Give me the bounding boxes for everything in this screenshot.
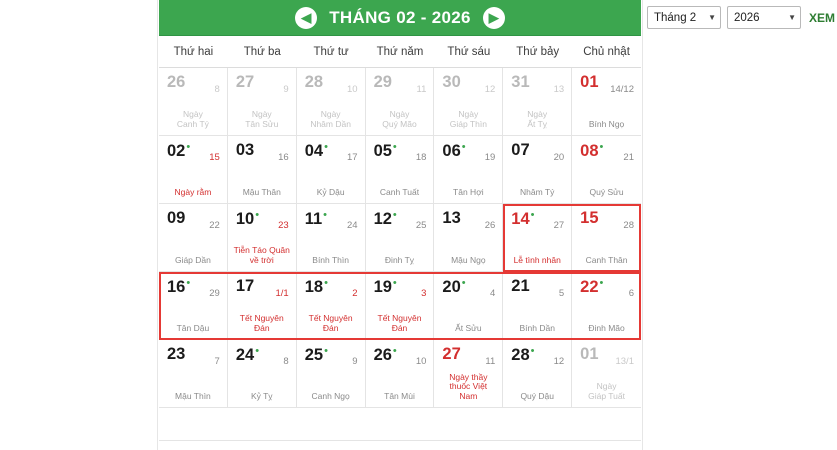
- lunar-day-number: 26: [484, 220, 496, 231]
- month-select[interactable]: [647, 6, 721, 29]
- calendar-day-cell[interactable]: [503, 272, 572, 340]
- day-note: Ngày Tân Sửu: [245, 109, 279, 130]
- calendar-footer-strip: [159, 440, 641, 450]
- day-number: 13: [442, 209, 461, 227]
- good-day-dot-icon: •: [255, 345, 260, 357]
- day-note: Tân Mùi: [384, 391, 415, 402]
- day-note: Đinh Tỵ: [384, 255, 415, 266]
- chevron-down-icon: ▼: [788, 13, 796, 22]
- good-day-dot-icon: •: [324, 141, 328, 153]
- weekday-header-row: [159, 36, 641, 68]
- day-note: Tân Hợi: [453, 187, 484, 198]
- day-number: 12: [373, 210, 392, 229]
- good-day-dot-icon: •: [392, 345, 397, 357]
- day-number: 24: [235, 346, 255, 365]
- lunar-day-number: 13: [553, 84, 565, 95]
- lunar-day-number: 16: [278, 152, 289, 163]
- day-note: Lễ tình nhân: [513, 255, 561, 266]
- day-note: Kỷ Dậu: [316, 187, 345, 198]
- day-number: 21: [511, 277, 530, 295]
- day-note: Ngày thầy thuốc Việt Nam: [449, 371, 488, 402]
- calendar-day-cell[interactable]: [297, 136, 366, 204]
- lunar-day-number: 4: [489, 288, 496, 299]
- calendar-day-cell[interactable]: [297, 340, 366, 408]
- day-note: Bính Ngọ: [588, 119, 625, 130]
- calendar-day-cell[interactable]: [228, 204, 297, 272]
- weekday-mon: Thứ hai: [173, 45, 214, 58]
- weekday-sun: Chủ nhật: [583, 45, 630, 58]
- lunar-day-number: 15: [209, 152, 220, 163]
- lunar-day-number: 11: [416, 84, 427, 95]
- day-note: Ngày Quý Mão: [382, 109, 417, 130]
- calendar-day-cell[interactable]: [503, 68, 572, 136]
- day-note: Tết Nguyên Đán: [377, 313, 422, 334]
- lunar-day-number: 24: [346, 220, 358, 231]
- lunar-day-number: 13/1: [615, 356, 634, 367]
- lunar-day-number: 25: [415, 220, 427, 231]
- calendar-day-cell[interactable]: [159, 136, 228, 204]
- calendar-day-cell[interactable]: [228, 340, 297, 408]
- day-note: Kỷ Tỵ: [250, 391, 273, 402]
- day-note: Bính Thìn: [312, 255, 349, 266]
- day-note: Quý Dậu: [520, 391, 554, 402]
- lunar-day-number: 8: [283, 356, 289, 367]
- good-day-dot-icon: •: [461, 141, 466, 153]
- calendar-day-cell[interactable]: [503, 204, 572, 272]
- day-note: Bính Dần: [519, 323, 555, 334]
- calendar-day-cell[interactable]: [366, 68, 435, 136]
- day-note: Tết Nguyên Đán: [308, 313, 353, 334]
- calendar-day-cell[interactable]: [503, 136, 572, 204]
- day-number: 27: [235, 73, 255, 91]
- day-number: 31: [511, 73, 530, 91]
- day-note: Nhâm Tý: [520, 187, 555, 198]
- lunar-day-number: 21: [623, 152, 634, 163]
- lunar-day-number: 18: [415, 152, 427, 163]
- calendar-day-cell[interactable]: [434, 340, 503, 408]
- day-number: 26: [373, 346, 392, 365]
- day-number: 09: [167, 209, 186, 227]
- lunar-day-number: 29: [209, 288, 220, 299]
- lunar-day-number: 11: [485, 356, 496, 367]
- day-note: Ngày rằm: [174, 187, 212, 198]
- weekday-thu: Thứ năm: [376, 45, 424, 58]
- day-number: 19: [373, 278, 392, 297]
- day-note: Tiễn Táo Quân về trời: [233, 245, 290, 266]
- calendar-day-cell[interactable]: [297, 68, 366, 136]
- day-number: 28: [304, 73, 324, 91]
- selector-bar: [647, 6, 837, 29]
- month-select-value: Tháng 2: [653, 11, 697, 24]
- day-number: 20: [442, 278, 461, 297]
- lunar-day-number: 5: [558, 288, 565, 299]
- day-note: Canh Thân: [585, 255, 628, 266]
- lunar-day-number: 9: [352, 356, 358, 367]
- lunar-day-number: 3: [421, 288, 427, 299]
- left-gutter: [0, 0, 158, 450]
- day-number: 07: [511, 141, 530, 159]
- good-day-dot-icon: •: [599, 277, 604, 289]
- day-number: 14: [511, 210, 530, 229]
- calendar-day-cell[interactable]: [297, 272, 366, 340]
- day-note: Ngày Canh Tý: [176, 109, 209, 130]
- day-number: 25: [304, 346, 324, 365]
- lunar-day-number: 17: [346, 152, 358, 163]
- calendar-day-cell[interactable]: [297, 204, 366, 272]
- lunar-day-number: 19: [484, 152, 496, 163]
- year-select[interactable]: [727, 6, 801, 29]
- calendar-day-cell[interactable]: [366, 272, 435, 340]
- good-day-dot-icon: •: [530, 345, 535, 357]
- lunar-day-number: 6: [628, 288, 634, 299]
- lunar-day-number: 20: [553, 152, 565, 163]
- good-day-dot-icon: •: [324, 277, 328, 289]
- day-note: Tân Dậu: [176, 323, 210, 334]
- calendar-day-cell[interactable]: [159, 68, 228, 136]
- day-note: Ngày Ất Tỵ: [527, 109, 548, 130]
- day-number: 03: [235, 141, 255, 159]
- good-day-dot-icon: •: [186, 141, 191, 153]
- calendar-day-cell[interactable]: [228, 272, 297, 340]
- day-note: Ngày Giáp Tuất: [588, 381, 625, 402]
- day-number: 05: [373, 142, 392, 161]
- good-day-dot-icon: •: [186, 277, 191, 289]
- day-note: Giáp Dần: [174, 255, 211, 266]
- day-number: 30: [442, 73, 461, 91]
- chevron-down-icon: ▼: [708, 13, 716, 22]
- day-number: 22: [580, 278, 599, 297]
- calendar-day-cell[interactable]: [434, 272, 503, 340]
- weekday-fri: Thứ sáu: [447, 45, 491, 58]
- day-note: Ngày Giáp Thìn: [449, 109, 487, 130]
- calendar-day-cell[interactable]: [228, 68, 297, 136]
- calendar-day-cell[interactable]: [572, 136, 641, 204]
- view-button[interactable]: XEM: [808, 10, 835, 25]
- calendar-day-cell[interactable]: [366, 204, 435, 272]
- good-day-dot-icon: •: [323, 209, 328, 221]
- lunar-day-number: 8: [214, 84, 220, 95]
- chevron-right-icon[interactable]: ▶: [483, 7, 505, 29]
- good-day-dot-icon: •: [255, 209, 260, 221]
- calendar-day-cell[interactable]: [572, 340, 641, 408]
- weekday-tue: Thứ ba: [243, 45, 281, 58]
- weekday-wed: Thứ tư: [313, 45, 349, 58]
- lunar-day-number: 7: [214, 356, 220, 367]
- calendar-day-cell[interactable]: [159, 340, 228, 408]
- day-number: 29: [373, 73, 392, 91]
- good-day-dot-icon: •: [530, 209, 535, 221]
- day-note: Canh Tuất: [379, 187, 420, 198]
- lunar-day-number: 12: [553, 356, 565, 367]
- day-note: Mậu Thân: [242, 187, 281, 198]
- lunar-day-number: 10: [415, 356, 427, 367]
- day-number: 06: [442, 142, 461, 161]
- day-number: 01: [580, 345, 599, 363]
- lunar-day-number: 14/12: [610, 84, 634, 95]
- year-select-value: 2026: [733, 11, 760, 24]
- day-note: Đinh Mão: [588, 323, 625, 334]
- calendar-grid: [159, 68, 641, 408]
- page-title: THÁNG 02 - 2026: [329, 7, 471, 27]
- day-note: Ngày Nhâm Dần: [310, 109, 351, 130]
- lunar-day-number: 27: [553, 220, 565, 231]
- lunar-day-number: 2: [352, 288, 358, 299]
- day-number: 27: [442, 345, 461, 363]
- weekday-sat: Thứ bảy: [516, 45, 560, 58]
- calendar-header: [159, 0, 835, 36]
- day-number: 26: [167, 73, 186, 91]
- calendar-day-cell[interactable]: [159, 272, 228, 340]
- good-day-dot-icon: •: [324, 345, 328, 357]
- day-number: 04: [304, 142, 324, 161]
- day-number: 28: [511, 346, 530, 365]
- good-day-dot-icon: •: [461, 277, 466, 289]
- lunar-day-number: 22: [209, 220, 220, 231]
- calendar-day-cell[interactable]: [434, 68, 503, 136]
- day-number: 17: [235, 277, 255, 295]
- calendar-day-cell[interactable]: [366, 340, 435, 408]
- day-note: Quý Sửu: [589, 187, 624, 198]
- day-number: 01: [580, 73, 599, 91]
- lunar-day-number: 28: [623, 220, 634, 231]
- day-number: 16: [167, 278, 186, 297]
- calendar-day-cell[interactable]: [159, 204, 228, 272]
- day-note: Mậu Ngọ: [451, 255, 486, 266]
- good-day-dot-icon: •: [392, 141, 397, 153]
- day-note: Ất Sửu: [455, 323, 482, 334]
- day-number: 23: [167, 345, 186, 363]
- lunar-day-number: 12: [484, 84, 496, 95]
- lunar-day-number: 9: [283, 84, 289, 95]
- lunar-day-number: 10: [346, 84, 358, 95]
- calendar-day-cell[interactable]: [366, 136, 435, 204]
- day-number: 15: [580, 209, 599, 227]
- good-day-dot-icon: •: [392, 209, 397, 221]
- day-number: 18: [304, 278, 324, 297]
- calendar-day-cell[interactable]: [503, 340, 572, 408]
- day-note: Mậu Thìn: [175, 391, 211, 402]
- day-number: 02: [167, 142, 186, 161]
- right-gutter: [642, 0, 800, 450]
- calendar-day-cell[interactable]: [572, 68, 641, 136]
- calendar-day-cell[interactable]: [572, 272, 641, 340]
- good-day-dot-icon: •: [392, 277, 397, 289]
- day-note: Tết Nguyên Đán: [239, 313, 284, 334]
- day-number: 08: [580, 142, 599, 161]
- calendar-day-cell[interactable]: [572, 204, 641, 272]
- day-note: Canh Ngọ: [311, 391, 350, 402]
- chevron-left-icon[interactable]: ◀: [295, 7, 317, 29]
- day-number: 11: [304, 210, 323, 229]
- good-day-dot-icon: •: [599, 141, 604, 153]
- calendar-day-cell[interactable]: [434, 204, 503, 272]
- day-number: 10: [235, 210, 255, 229]
- lunar-day-number: 23: [278, 220, 289, 231]
- calendar-widget: [159, 0, 835, 450]
- calendar-day-cell[interactable]: [228, 136, 297, 204]
- calendar-day-cell[interactable]: [434, 136, 503, 204]
- lunar-day-number: 1/1: [275, 288, 289, 299]
